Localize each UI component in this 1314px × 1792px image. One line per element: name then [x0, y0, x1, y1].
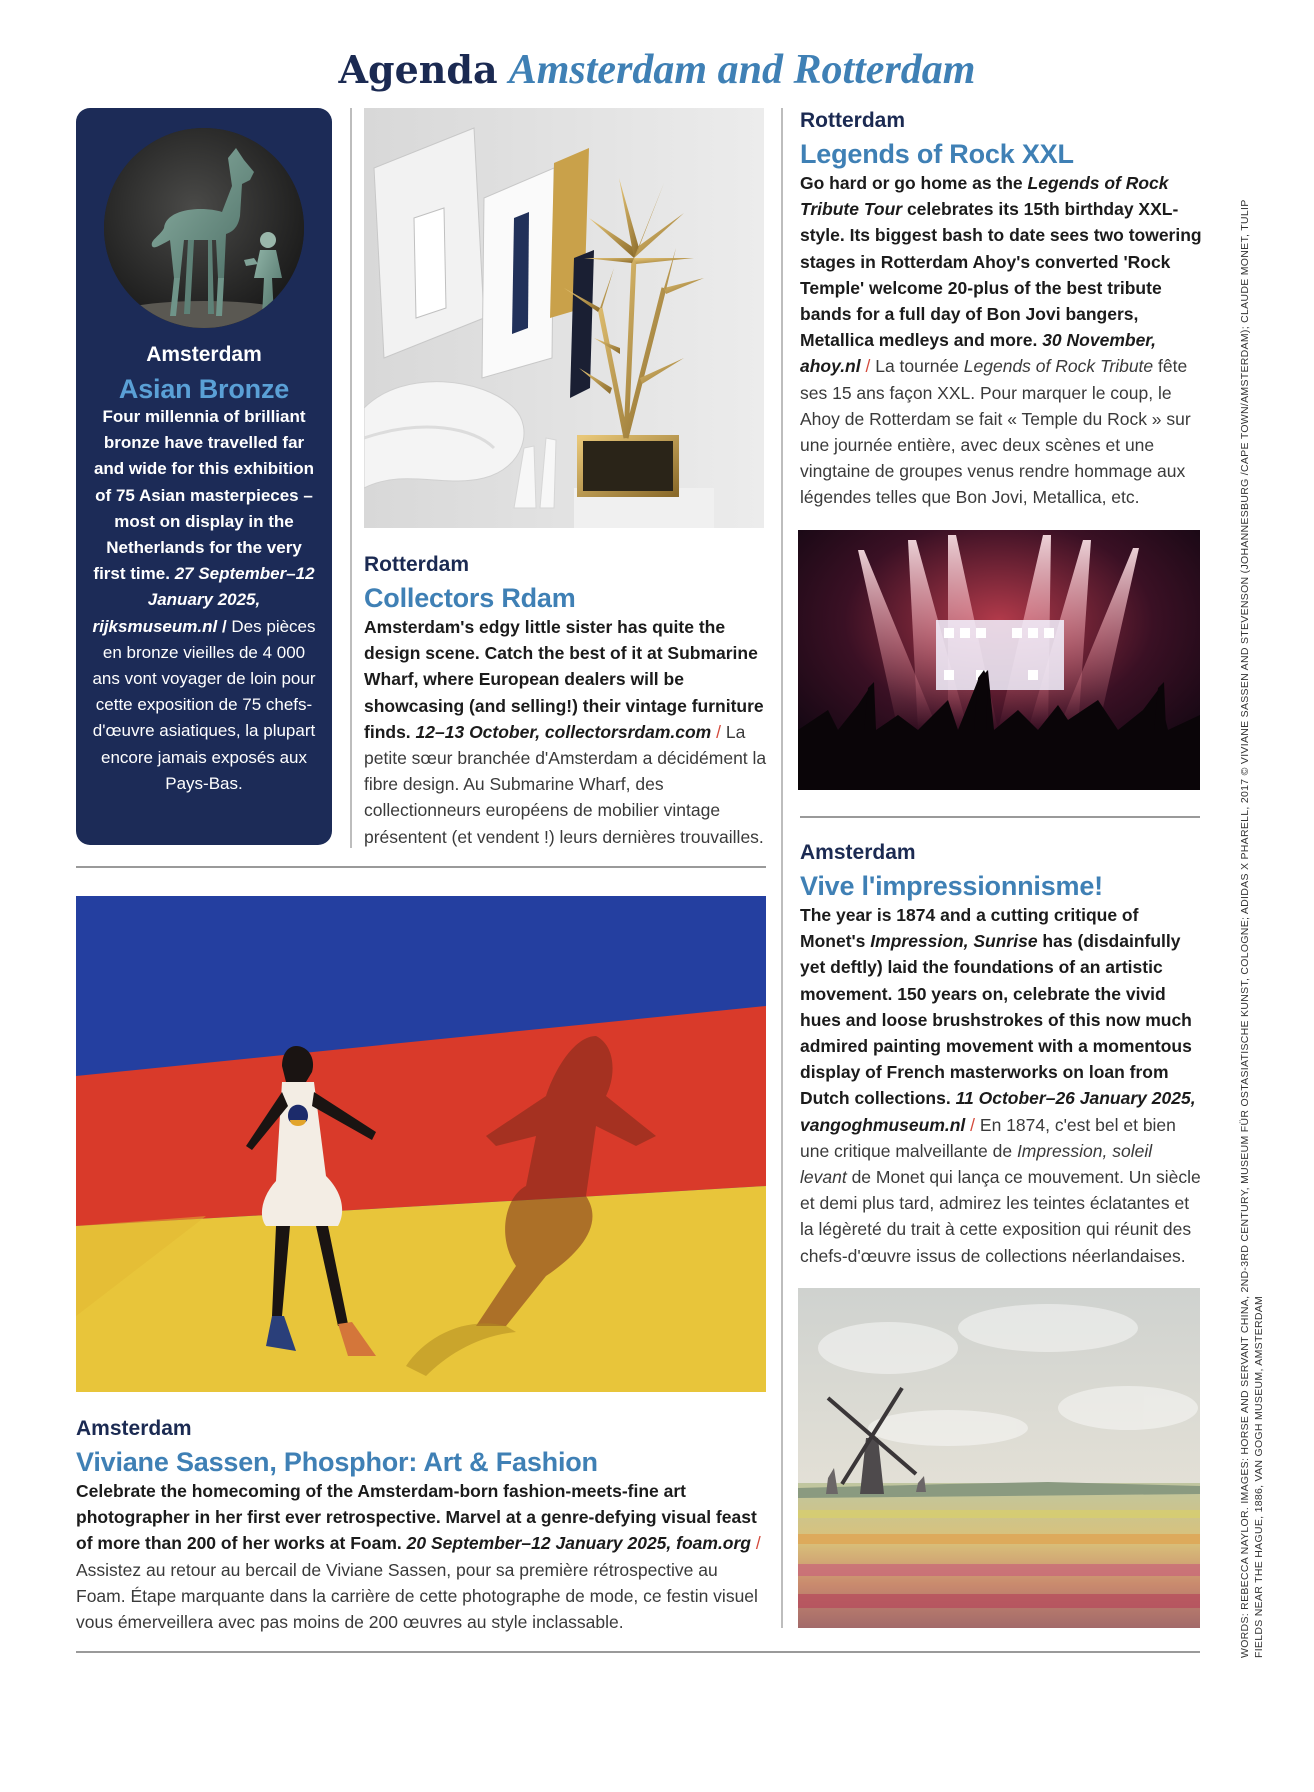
sassen-headline: Viviane Sassen, Phosphor: Art & Fashion: [76, 1447, 598, 1477]
impressionism-fr-title: Impression, soleil levant: [800, 1140, 1153, 1188]
photo-credits: [1238, 158, 1266, 1658]
collectors-dates: 12–13 October, collectorsrdam.com: [415, 721, 712, 742]
section-divider-right: [800, 816, 1200, 818]
rock-fr-b: fête ses 15 ans façon XXL. Pour marquer le coup, le Ahoy de Rotterdam se fait « Temple du Rock » sur une journée entière, avec deux scènes et une vingtaine de groupes venus rendre hommage aux légendes telles que Bon Jovi, Metallica, etc.: [800, 356, 1191, 508]
column-divider-right: [781, 108, 783, 1628]
asian-bronze-separator: /: [221, 616, 227, 636]
bronze-horse-image: [104, 128, 304, 328]
impressionism-en-b: has (disdainfully yet deftly) laid the foundations of an artistic movement. 150 years on, celebrate the vivid hues and loose brushstrokes of this now much admired painting movement with a momentous display of French masterworks on loan from Dutch collections.: [800, 931, 1192, 1109]
photo-credits-line-2: FIELDS NEAR THE HAGUE, 1886, VAN GOGH MUSEUM, AMSTERDAM: [1253, 1295, 1265, 1658]
photo-credits-line-1: WORDS: REBECCA NAYLOR. IMAGES: HORSE AND SERVANT CHINA, 2ND-3RD CENTURY, MUSEUM FÜR OSTASIATISCHE KUNST, COLOGNE; ADIDAS X PHARELL, 2017 © VIVIANE SASSEN AND STEVENSON (JOHANNESBURG /CAPE TOWN/AMSTERDAM); CLAUDE MONET, TULIP: [1239, 199, 1251, 1658]
rock-en-b: celebrates its 15th birthday XXL-style. Its biggest bash to date sees two towering stages in Rotterdam Ahoy's converted 'Rock Temple' welcome 20-plus of the best tribute bands for a full day of Bon Jovi bangers, Metallica medleys and more.: [800, 199, 1202, 351]
rock-headline: Legends of Rock XXL: [800, 139, 1074, 169]
impressionism-en-title: Impression, Sunrise: [870, 931, 1038, 952]
asian-bronze-city: Amsterdam: [146, 343, 262, 366]
sassen-city: Amsterdam: [76, 1417, 192, 1440]
column-divider-left: [350, 108, 352, 848]
impressionism-en-a: The year is 1874 and a cutting critique of Monet's: [800, 905, 1139, 952]
collectors-en: Amsterdam's edgy little sister has quite the design scene. Catch the best of it at Submarine Wharf, where European dealers will be showcasing (and selling!) their vintage furniture finds.: [364, 617, 764, 742]
rock-dates: 30 November, ahoy.nl: [800, 330, 1157, 377]
impressionism-fr-b: de Monet qui lança ce mouvement. Un siècle et demi plus tard, admirez les teintes éclatantes et la légèreté du trait à cette exposition qui réunit des chefs-d'œuvre issus de collections néerlandaises.: [800, 1167, 1201, 1266]
asian-bronze-headline: Asian Bronze: [118, 374, 290, 404]
page-title: [0, 46, 1314, 94]
sassen-dates: 20 September–12 January 2025, foam.org: [406, 1533, 751, 1554]
rock-fr-title: Legends of Rock Tribute: [963, 356, 1154, 377]
title-prefix: Agenda: [338, 47, 498, 92]
rock-concert-image: [798, 530, 1200, 790]
rock-en-title: Legends of Rock Tribute Tour: [800, 173, 1169, 220]
rock-en-a: Go hard or go home as the: [800, 173, 1028, 193]
rock-city: Rotterdam: [800, 109, 906, 132]
title-main: Amsterdam and Rotterdam: [508, 47, 976, 93]
impressionism-body: [800, 902, 1202, 1269]
rock-fr-a: La tournée: [875, 356, 964, 377]
page-bottom-rule: [76, 1651, 1200, 1653]
collectors-fr: La petite sœur branchée d'Amsterdam a décidément la fibre design. Au Submarine Wharf, des collectionneurs européens de mobilier vintage présentent (et vendent !) leurs dernières trouvailles.: [364, 721, 767, 847]
asian-bronze-en: Four millennia of brilliant bronze have travelled far and wide for this exhibition of 75 Asian masterpieces – most on display in the Netherlands for the very first time.: [93, 407, 315, 584]
collectors-city: Rotterdam: [364, 553, 470, 576]
collectors-separator: /: [716, 721, 721, 742]
collectors-body: [364, 614, 770, 850]
viviane-sassen-image: [76, 896, 766, 1392]
sassen-body: [76, 1478, 772, 1635]
collectors-rdam-image: [364, 108, 764, 528]
monet-tulip-fields-image: [798, 1288, 1200, 1628]
asian-bronze-dates: 27 September–12 January 2025, rijksmuseum.nl: [92, 564, 315, 636]
asian-bronze-body: [88, 404, 320, 797]
impressionism-separator: /: [970, 1114, 976, 1135]
impressionism-city: Amsterdam: [800, 841, 916, 864]
impressionism-dates: 11 October–26 January 2025, vangoghmuseum.nl: [800, 1088, 1196, 1135]
sassen-en: Celebrate the homecoming of the Amsterdam-born fashion-meets-fine art photographer in her first ever retrospective. Marvel at a genre-defying visual feast of more than 200 of her works at Foam.: [76, 1481, 757, 1554]
sassen-fr: Assistez au retour au bercail de Viviane Sassen, pour sa première rétrospective au Foam. Étape marquante dans la carrière de cette photographe de mode, ce festin visuel vous émerveillera avec pas moins de 200 œuvres au style inclassable.: [76, 1559, 758, 1633]
rock-body: [800, 170, 1202, 511]
sassen-separator: /: [755, 1533, 761, 1554]
rock-separator: /: [865, 356, 871, 377]
collectors-headline: Collectors Rdam: [364, 583, 576, 613]
impressionism-headline: Vive l'impressionnisme!: [800, 871, 1103, 901]
section-divider-middle: [76, 866, 766, 868]
asian-bronze-fr: Des pièces en bronze vieilles de 4 000 ans vont voyager de loin pour cette exposition de 75 chefs-d'œuvre asiatiques, la plupart encore jamais exposés aux Pays-Bas.: [92, 616, 316, 793]
impressionism-fr-a: En 1874, c'est bel et bien une critique malveillante de: [800, 1114, 1176, 1161]
